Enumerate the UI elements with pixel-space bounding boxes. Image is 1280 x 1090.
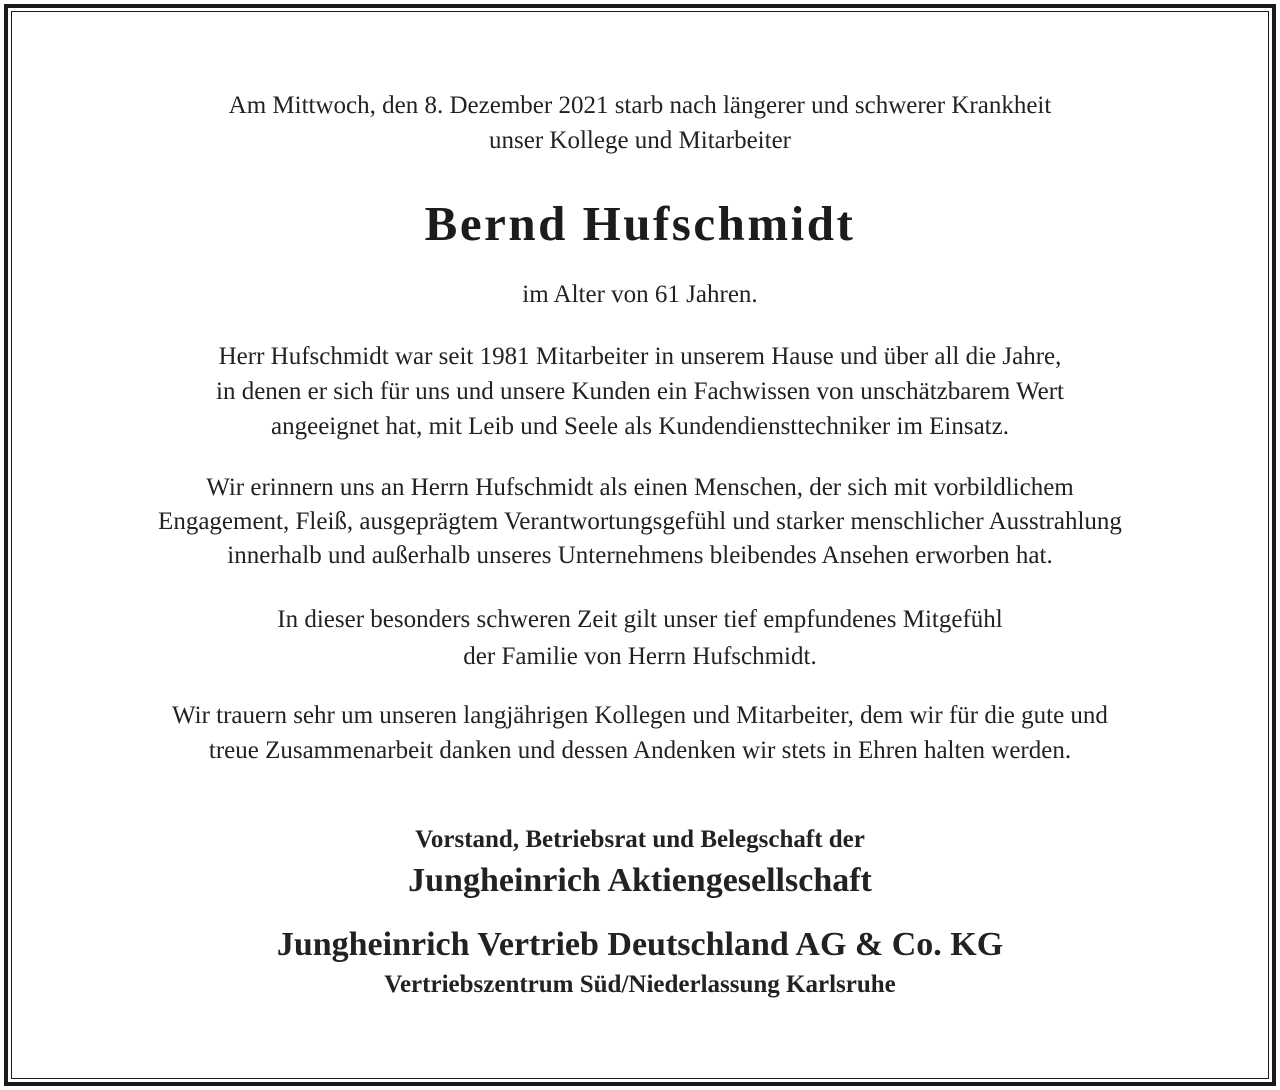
paragraph-mourning: [20, 698, 1260, 768]
paragraph-line: in denen er sich für uns und unsere Kunden ein Fachwissen von unschätzbarem Wert: [216, 378, 1064, 405]
paragraph-line: angeeignet hat, mit Leib und Seele als Kundendiensttechniker im Einsatz.: [271, 413, 1009, 440]
signature-company-primary: Jungheinrich Aktiengesellschaft: [408, 862, 872, 899]
deceased-name: Bernd Hufschmidt: [424, 196, 856, 251]
signature-company-secondary: Jungheinrich Vertrieb Deutschland AG & Co. KG: [276, 926, 1004, 963]
paragraph-remembrance: [20, 471, 1260, 573]
paragraph-line: der Familie von Herrn Hufschmidt.: [463, 643, 817, 670]
intro-line: Am Mittwoch, den 8. Dezember 2021 starb nach längerer und schwerer Krankheit: [228, 92, 1052, 119]
intro-text: [20, 88, 1260, 158]
age-line: im Alter von 61 Jahren.: [522, 281, 758, 308]
paragraph-line: Wir trauern sehr um unseren langjährigen Kollegen und Mitarbeiter, dem wir für die gute und: [172, 702, 1108, 729]
signature-group: Vorstand, Betriebsrat und Belegschaft der: [415, 826, 865, 853]
paragraph-condolence: [20, 601, 1260, 675]
paragraph-line: In dieser besonders schweren Zeit gilt unser tief empfundenes Mitgefühl: [277, 606, 1003, 633]
paragraph-career: [20, 339, 1260, 444]
paragraph-line: Herr Hufschmidt war seit 1981 Mitarbeiter in unserem Hause und über all die Jahre,: [218, 343, 1062, 370]
paragraph-line: treue Zusammenarbeit danken und dessen Andenken wir stets in Ehren halten werden.: [208, 737, 1072, 764]
paragraph-line: innerhalb und außerhalb unseres Unternehmens bleibendes Ansehen erworben hat.: [227, 542, 1053, 569]
signature-branch: Vertriebszentrum Süd/Niederlassung Karlsruhe: [384, 971, 896, 998]
paragraph-line: Engagement, Fleiß, ausgeprägtem Verantwortungsgefühl und starker menschlicher Ausstrahlung: [158, 508, 1122, 535]
paragraph-line: Wir erinnern uns an Herrn Hufschmidt als einen Menschen, der sich mit vorbildlichem: [206, 474, 1074, 501]
intro-line: unser Kollege und Mitarbeiter: [489, 127, 791, 154]
